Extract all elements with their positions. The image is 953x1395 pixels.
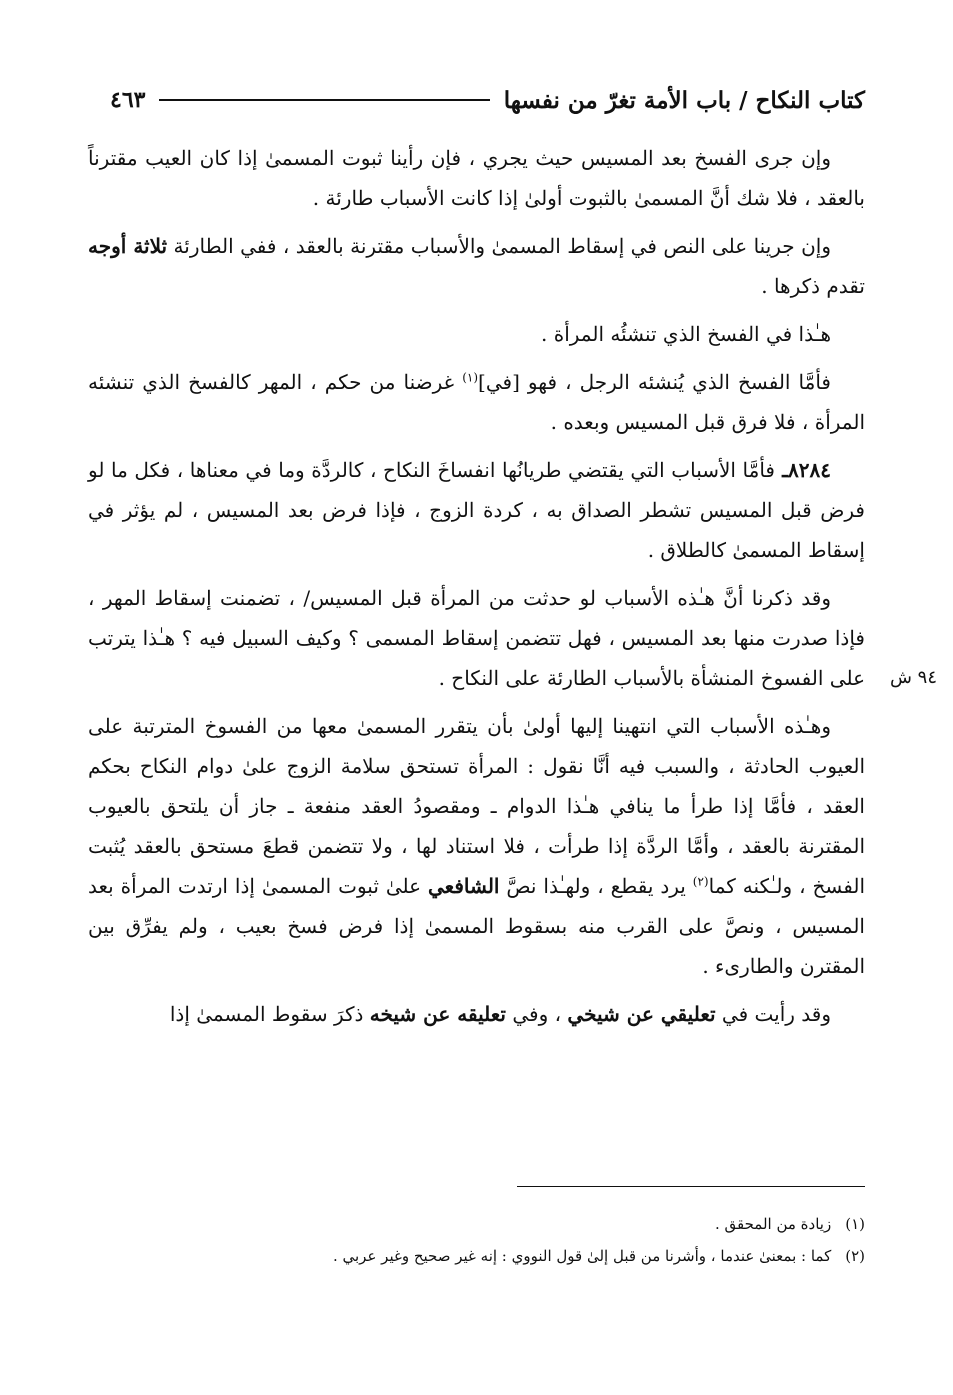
bold-text: ٨٢٨٤ـ [775,458,832,482]
paragraph-text: غرضنا من حكم ، المهر كالفسخ الذي تنشئه المرأة ، فلا فرق قبل المسيس وبعده . [88,370,865,434]
bold-text: ثلاثة أوجه [88,234,168,258]
paragraph [88,450,865,570]
bold-text: تعليقي عن شيخي [567,1002,716,1026]
paragraph-text: وإن جرى الفسخ بعد المسيس حيث يجري ، فإن رأينا ثبوت المسمىٰ إذا كان العيب مقترناً بالعقد ، فلا شك أنَّ المسمىٰ بالثبوت أولىٰ إذا كانت الأسباب طارئة . [88,146,865,210]
margin-manuscript-reference: ٩٤ ش [889,667,937,688]
footnote-ref: (٢) [692,874,709,889]
paragraph [88,994,865,1034]
paragraph-text: علىٰ ثبوت المسمىٰ إذا ارتدت المرأة بعد المسيس ، ونصَّ على القرب منه بسقوط المسمىٰ إذا فرض فسخ بعيب ، ولم يفرِّق بين المقترن والطارىء . [88,874,865,978]
page-number: ٤٦٣ [110,87,146,113]
bold-text: الشافعي [428,874,500,898]
paragraph-text: فأمَّا الفسخ الذي يُنشئه الرجل ، فهو [في] [478,370,831,394]
page-header [110,82,865,118]
footnotes [88,1208,865,1272]
paragraph-text: هـٰذا في الفسخ الذي تنشئُه المرأة . [541,322,831,346]
footnote-text: زيادة من المحقق . [714,1215,832,1233]
paragraph-text: وإن جرينا على النص في إسقاط المسمىٰ والأسباب مقترنة بالعقد ، ففي الطارئة [167,234,831,258]
paragraph [88,362,865,442]
bold-text: تعليقه عن شيخه [369,1002,506,1026]
paragraph-text: يرد يقطع ، ولهـٰذا نصَّ [499,874,693,898]
paragraph [88,226,865,306]
paragraph [88,706,865,986]
paragraph-text: وهـٰذه الأسباب التي انتهينا إليها أولىٰ بأن يتقرر المسمىٰ معها من الفسوخ المترتبة على العيوب الحادثة ، والسبب فيه أنَّا نقول : المرأة تستحق سلامة الزوج علىٰ دوام النكاح بحكم العقد ، فأمَّا إذا طرأ ما ينافي هـٰذا الدوام ـ ومقصودُ العقد منفعة ـ جاز أن يلتحق بالعيوب المقترنة بالعقد ، وأمَّا الردَّة إذا طرأت ، فلا استناد لها ، ولا تتضمن قطعَ مستحق بالعقد يُثبت الفسخ ، ولـٰكنه كما [88,714,866,898]
paragraph-text: ذكرَ سقوط المسمىٰ إذا [169,1002,370,1026]
footnote-number: (١) [845,1215,865,1233]
header-rule [159,99,489,101]
paragraph-text: ، وفي [506,1002,568,1026]
footnote-ref: (١) [462,370,479,385]
footnote-separator [517,1186,865,1187]
paragraph-text: فأمَّا الأسباب التي يقتضي طريانُها انفساخَ النكاح ، كالردَّة وما في معناها ، فكل ما لو فرض قبل المسيس تشطر الصداق به ، كردة الزوج ، فإذا فرض بعد المسيس ، لم يؤثر في إسقاط المسمىٰ كالطلاق . [88,458,865,562]
footnote-text: كما : بمعنىٰ عندما ، وأشرنا من قبل إلىٰ قول النووي : إنه غير صحيح وغير عربي . [332,1247,832,1265]
footnote [88,1208,865,1240]
footnote-number: (٢) [845,1247,865,1265]
footnote [88,1240,865,1272]
paragraph [88,314,865,354]
main-text [88,138,865,1042]
paragraph [88,138,865,218]
paragraph-text: وقد رأيت في [715,1002,831,1026]
running-title: كتاب النكاح / باب الأمة تغرّ من نفسها [503,86,865,114]
paragraph [88,578,865,698]
paragraph-text: تقدم ذكرها . [761,274,865,298]
paragraph-text: وقد ذكرنا أنَّ هـٰذه الأسباب لو حدثت من المرأة قبل المسيس/ ، تضمنت إسقاط المهر ، فإذا صدرت منها بعد المسيس ، فهل تتضمن إسقاط المسمى ؟ وكيف السبيل فيه ؟ هـٰذا يترتب على الفسوخ المنشأة بالأسباب الطارئة على النكاح . [88,586,865,690]
